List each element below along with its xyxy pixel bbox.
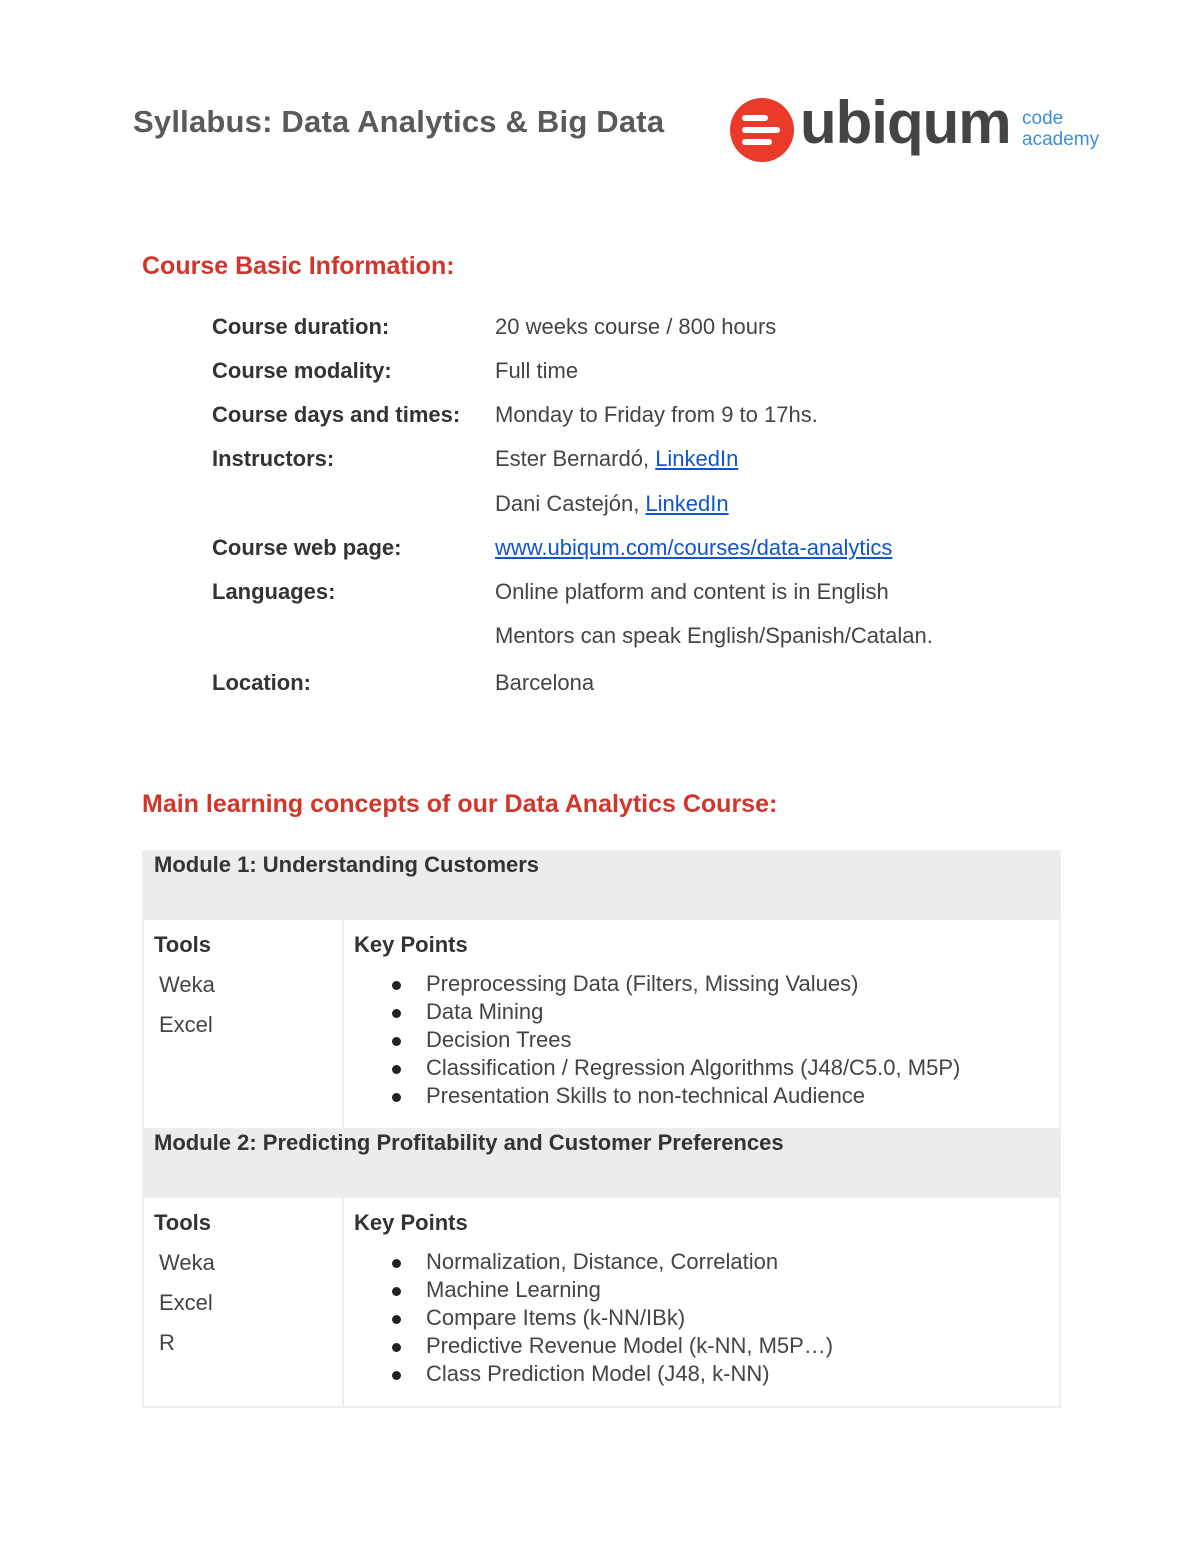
ubiqum-logo [730, 89, 1110, 166]
basic-info-heading: Course Basic Information: [142, 252, 455, 280]
concepts-heading: Main learning concepts of our Data Analytics Course: [142, 790, 778, 818]
key-point-item: Compare Items (k-NN/IBk) [354, 1304, 1059, 1332]
info-label: Location: [212, 670, 311, 695]
bullet-icon [392, 1287, 401, 1296]
page-title: Syllabus: Data Analytics & Big Data [133, 104, 665, 139]
key-point-item: Class Prediction Model (J48, k-NN) [354, 1360, 1059, 1388]
key-points-cell [343, 919, 1060, 1129]
tool-item: Weka [159, 1250, 215, 1275]
info-label: Course duration: [212, 314, 390, 339]
info-value: Dani Castejón, LinkedIn [495, 491, 729, 516]
info-value: Monday to Friday from 9 to 17hs. [495, 402, 818, 427]
course-web-page-link[interactable]: www.ubiqum.com/courses/data-analytics [495, 535, 893, 560]
key-point-item: Preprocessing Data (Filters, Missing Values) [354, 970, 1059, 998]
key-points-list [354, 1248, 1059, 1388]
info-label: Course days and times: [212, 402, 461, 427]
info-value: Barcelona [495, 670, 595, 695]
info-label: Instructors: [212, 446, 335, 471]
bullet-icon [392, 981, 401, 990]
tools-header: Tools [154, 932, 212, 957]
info-row-instructor-2 [212, 491, 1112, 521]
info-value: Online platform and content is in English [495, 579, 889, 604]
tool-item: Excel [159, 1012, 213, 1037]
logo-subtitle: code academy [1022, 108, 1100, 150]
info-row-location [212, 670, 1112, 700]
key-point-item: Presentation Skills to non-technical Audience [354, 1082, 1059, 1110]
module-title: Module 2: Predicting Profitability and Customer Preferences [143, 1129, 1060, 1197]
info-value: Full time [495, 358, 579, 383]
info-value: 20 weeks course / 800 hours [495, 314, 777, 339]
module-content-row [143, 919, 1060, 1129]
info-label: Languages: [212, 579, 336, 604]
key-points-cell [343, 1197, 1060, 1407]
key-points-header: Key Points [354, 932, 468, 957]
module-header-row [143, 1129, 1060, 1197]
bullet-icon [392, 1093, 401, 1102]
key-point-item: Decision Trees [354, 1026, 1059, 1054]
bullet-icon [392, 1065, 401, 1074]
info-row-web-page [212, 535, 1112, 565]
instructor-linkedin-link[interactable]: LinkedIn [655, 446, 739, 471]
modules-table [142, 850, 1061, 1408]
info-label: Course web page: [212, 535, 402, 560]
bullet-icon [392, 1259, 401, 1268]
key-point-item: Classification / Regression Algorithms (J48/C5.0, M5P) [354, 1054, 1059, 1082]
info-row-mentors [212, 623, 1112, 653]
tool-item: Excel [159, 1290, 213, 1315]
key-point-item: Normalization, Distance, Correlation [354, 1248, 1059, 1276]
info-value: Mentors can speak English/Spanish/Catalan. [495, 623, 933, 648]
bullet-icon [392, 1315, 401, 1324]
logo-wordmark: ubiqum [800, 89, 1011, 156]
bullet-icon [392, 1343, 401, 1352]
module-header-row [143, 851, 1060, 919]
instructor-linkedin-link[interactable]: LinkedIn [645, 491, 729, 516]
logo-mark-icon [730, 98, 794, 162]
info-value [495, 535, 892, 561]
bullet-icon [392, 1037, 401, 1046]
tools-cell [143, 919, 343, 1129]
key-points-header: Key Points [354, 1210, 468, 1235]
tools-header: Tools [154, 1210, 212, 1235]
tools-cell [143, 1197, 343, 1407]
key-point-item: Machine Learning [354, 1276, 1059, 1304]
info-row-duration [212, 314, 1112, 344]
bullet-icon [392, 1371, 401, 1380]
info-row-languages [212, 579, 1112, 609]
tool-item: R [159, 1330, 175, 1355]
info-row-days-times [212, 402, 1112, 432]
tool-item: Weka [159, 972, 215, 997]
info-row-modality [212, 358, 1112, 388]
key-point-item: Predictive Revenue Model (k-NN, M5P…) [354, 1332, 1059, 1360]
key-points-list [354, 970, 1059, 1110]
info-label: Course modality: [212, 358, 392, 383]
info-value: Ester Bernardó, LinkedIn [495, 446, 739, 471]
key-point-item: Data Mining [354, 998, 1059, 1026]
module-title: Module 1: Understanding Customers [143, 851, 1060, 919]
module-content-row [143, 1197, 1060, 1407]
bullet-icon [392, 1009, 401, 1018]
info-row-instructor-1 [212, 446, 1112, 476]
